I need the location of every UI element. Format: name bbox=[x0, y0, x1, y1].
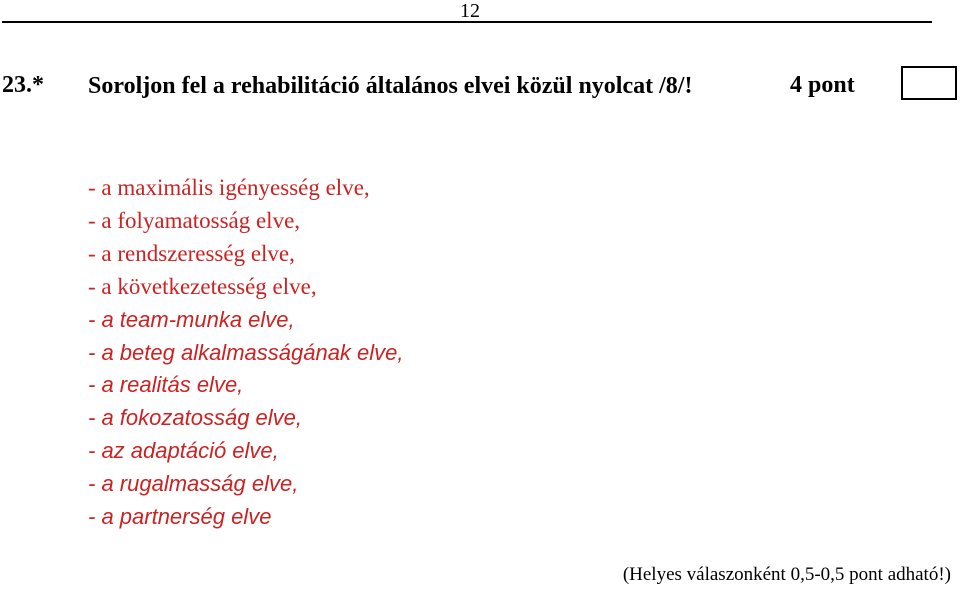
question-number: 23.* bbox=[2, 72, 44, 98]
answer-item: - az adaptáció elve, bbox=[88, 438, 279, 464]
answer-item: - a partnerség elve bbox=[88, 504, 272, 530]
answer-item: - a következetesség elve, bbox=[88, 273, 317, 299]
answer-item: - a rugalmasság elve, bbox=[88, 471, 299, 497]
score-box[interactable] bbox=[901, 66, 957, 100]
header-divider bbox=[2, 21, 932, 23]
question-text: Soroljon fel a rehabilitáció általános elvei közül nyolcat /8/! bbox=[88, 73, 693, 99]
answer-item: - a fokozatosság elve, bbox=[88, 405, 303, 431]
answer-item: - a beteg alkalmasságának elve, bbox=[88, 339, 404, 365]
answer-list bbox=[88, 172, 404, 534]
answer-item: - a rendszeresség elve, bbox=[88, 240, 295, 266]
answer-item: - a folyamatosság elve, bbox=[88, 207, 301, 233]
scoring-note: (Helyes válaszonként 0,5-0,5 pont adható!) bbox=[622, 564, 951, 585]
question-points: 4 pont bbox=[790, 72, 855, 98]
answer-item: - a team-munka elve, bbox=[88, 306, 295, 332]
answer-item: - a maximális igényesség elve, bbox=[88, 175, 370, 200]
answer-item: - a realitás elve, bbox=[88, 372, 244, 398]
page-number: 12 bbox=[460, 0, 480, 22]
